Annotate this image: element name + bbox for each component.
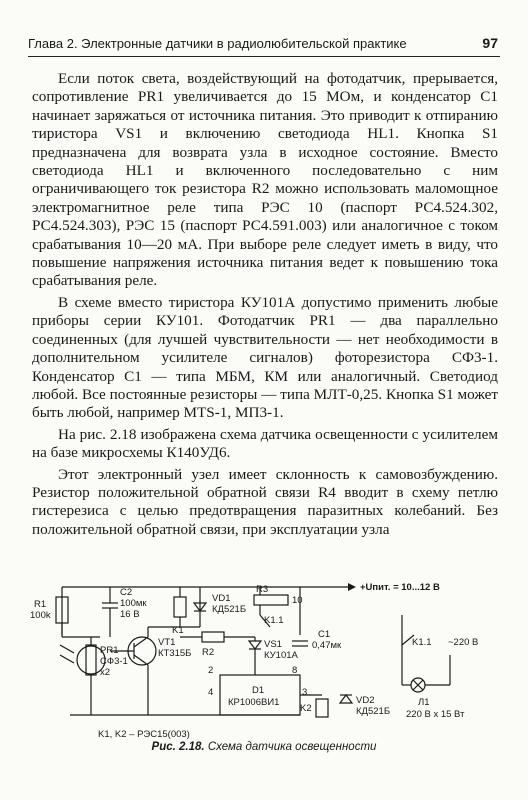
k1-1-label: K1.1 [264,615,284,626]
vd1-type: КД521Б [212,604,247,615]
light-arrow-2 [60,655,74,663]
c1-label: C1 [318,629,331,640]
vs1-type: КУ101А [264,650,298,661]
light-arrow-1 [60,645,74,653]
paragraph-1: Если поток света, воздействующий на фотодатчик, прерывается, сопротивление PR1 увеличивается до 15 МОм, и конденсатор C1 начинает заряжаться от источника питания. Это приводит к отпиранию тиристора VS1 и включению светодиода HL1. Кнопка S1 предназначена для возврата узла в исходное состояние. Вместо светодиода HL1 и включенного последовательно с ним ограничивающего ток резистора R2 можно использовать маломощное электромагнитное реле типа РЭС 10 (паспорт РС4.524.302, РС4.524.303), РЭС 15 (паспорт РС4.591.003) или аналогичное с током срабатывания 10—20 мА. При выборе реле следует иметь в виду, что повышение напряжения источника питания ведет к повышению тока срабатывания реле. [32,70,498,290]
vd2-type: КД521Б [356,706,391,717]
c2-label: C2 [120,587,133,598]
page-number: 97 [482,35,498,51]
k1-coil [174,597,186,617]
r3-label: R3 [256,584,269,595]
pin-8: 8 [292,665,298,676]
k1-1-right-label: K1.1 [412,637,432,648]
r3-value: 10 [292,595,303,606]
c2-voltage: 16 В [120,609,140,620]
pr1-label: PR1 [100,645,119,656]
paragraph-2: В схеме вместо тиристора КУ101А допустимо применить любые приборы серии КУ101. Фотодатчик PR1 — два параллельно соединенных (для лучшей чувствительности — нет необходимости в дополнительном усилителе сигналов) фоторезистора СФ3-1. Конденсатор C1 — типа МБМ, КМ или аналогичный. Светодиод любой. Все постоянные резисторы — типа МЛТ-0,25. Кнопка S1 может быть любой, например MTS-1, МП3-1. [32,293,498,422]
pin-3: 3 [302,687,308,698]
vs1-label: VS1 [264,639,282,650]
paragraph-3: На рис. 2.18 изображена схема датчика освещенности с усилителем на базе микросхемы К140УД6. [32,425,498,462]
running-header [28,34,500,57]
pr1-type: СФ3-1 [100,656,128,667]
pr1-resistor [86,645,96,675]
pr1-qty: x2 [100,667,111,678]
vt1-type: КТ315Б [158,648,192,659]
schematic-svg [30,575,500,765]
vd2-label: VD2 [356,695,375,706]
d1-type: КР1006ВИ1 [228,697,280,708]
r2-resistor [202,632,224,642]
vs1-thyristor [249,641,261,649]
k2-label: K2 [300,703,312,714]
figure-number: Рис. 2.18. [151,741,205,753]
r1-label: R1 [34,599,47,610]
body-text [32,70,498,539]
pin-2: 2 [208,665,214,676]
r1-value: 100k [30,610,51,621]
l1-label: Л1 [418,697,430,708]
figure-caption [0,741,528,753]
figure-caption-text: Схема датчика освещенности [207,741,377,753]
paragraph-4: Этот электронный узел имеет склонность к самовозбуждению. Резистор положительной обратной связи R4 вводит в схему петлю гистерезиса с целью предотвращения паразитных колебаний. Без положительной обратной связи, при эксплуатации узла [32,465,498,538]
vd2-diode [340,695,352,703]
k2-coil [316,699,328,717]
k1-label: K1 [172,625,184,636]
mains-label: ~220 В [448,637,479,648]
pin-4: 4 [208,687,214,698]
d1-label: D1 [252,685,265,696]
c2-value: 100мк [120,598,147,609]
c1-value: 0,47мк [312,640,342,651]
relay-note: K1, K2 – РЭС15(003) [98,729,190,740]
chapter-title: Глава 2. Электронные датчики в радиолюбительской практике [28,36,407,51]
circuit-diagram [30,575,500,765]
l1-rating: 220 В х 15 Вт [406,709,465,720]
vt1-label: VT1 [158,637,176,648]
supply-arrow [348,583,356,591]
r3-resistor [254,595,288,605]
r2-label: R2 [202,647,215,658]
vd1-label: VD1 [212,593,231,604]
supply-label: +Uпит. = 10...12 В [360,582,440,593]
